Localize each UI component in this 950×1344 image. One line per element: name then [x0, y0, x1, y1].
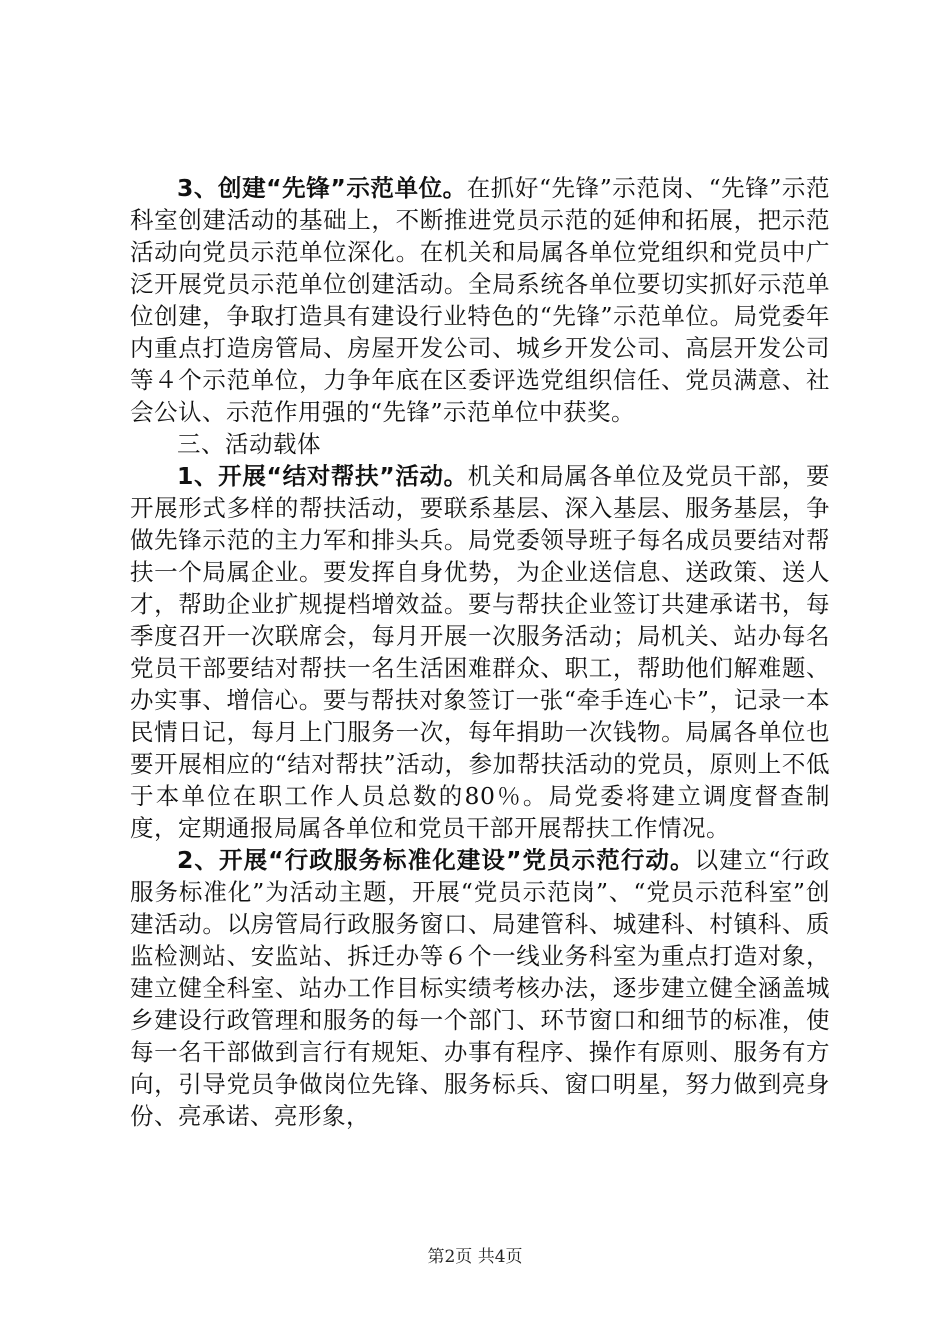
- paragraph-text: 机关和局属各单位及党员干部，要开展形式多样的帮扶活动，要联系基层、深入基层、服务基层，争做先锋示范的主力军和排头兵。局党委领导班子每名成员要结对帮扶一个局属企业。要发挥自身优势，为企业送信息、送政策、送人才，帮助企业扩规提档增效益。要与帮扶企业签订共建承诺书，每季度召开一次联席会，每月开展一次服务活动；局机关、站办每名党员干部要结对帮扶一名生活困难群众、职工，帮助他们解难题、办实事、增信心。要与帮扶对象签订一张“牵手连心卡”，记录一本民情日记，每月上门服务一次，每年捐助一次钱物。局属各单位也要开展相应的“结对帮扶”活动，参加帮扶活动的党员，原则上不低于本单位在职工作人员总数的80％。局党委将建立调度督查制度，定期通报局属各单位和党员干部开展帮扶工作情况。: [130, 462, 831, 842]
- document-body: [130, 172, 830, 1132]
- paragraph-lead: 3、创建“先锋”示范单位。: [177, 174, 467, 202]
- paragraph-lead: 2、开展“行政服务标准化建设”党员示范行动。: [177, 846, 695, 874]
- paragraph-pairing-assistance: [130, 460, 830, 844]
- section-heading: 三、活动载体: [177, 430, 321, 458]
- paragraph-text: 以建立“行政服务标准化”为活动主题，开展“党员示范岗”、“党员示范科室”创建活动。以房管局行政服务窗口、局建管科、城建科、村镇科、质监检测站、安监站、拆迁办等６个一线业务科室为重点打造对象，建立健全科室、站办工作目标实绩考核办法，逐步建立健全涵盖城乡建设行政管理和服务的每一个部门、环节窗口和细节的标准，使每一名干部做到言行有规矩、办事有程序、操作有原则、服务有方向，引导党员争做岗位先锋、服务标兵、窗口明星，努力做到亮身份、亮承诺、亮形象，: [130, 846, 830, 1130]
- page-footer: 第2页 共4页: [427, 1247, 523, 1267]
- paragraph-lead: 1、开展“结对帮扶”活动。: [177, 462, 468, 490]
- paragraph-standardization: [130, 844, 830, 1132]
- paragraph-pioneer-unit: [130, 172, 830, 428]
- paragraph-text: 在抓好“先锋”示范岗、“先锋”示范科室创建活动的基础上，不断推进党员示范的延伸和拓展，把示范活动向党员示范单位深化。在机关和局属各单位党组织和党员中广泛开展党员示范单位创建活动。全局系统各单位要切实抓好示范单位创建，争取打造具有建设行业特色的“先锋”示范单位。局党委年内重点打造房管局、房屋开发公司、城乡开发公司、高层开发公司等４个示范单位，力争年底在区委评选党组织信任、党员满意、社会公认、示范作用强的“先锋”示范单位中获奖。: [130, 174, 830, 426]
